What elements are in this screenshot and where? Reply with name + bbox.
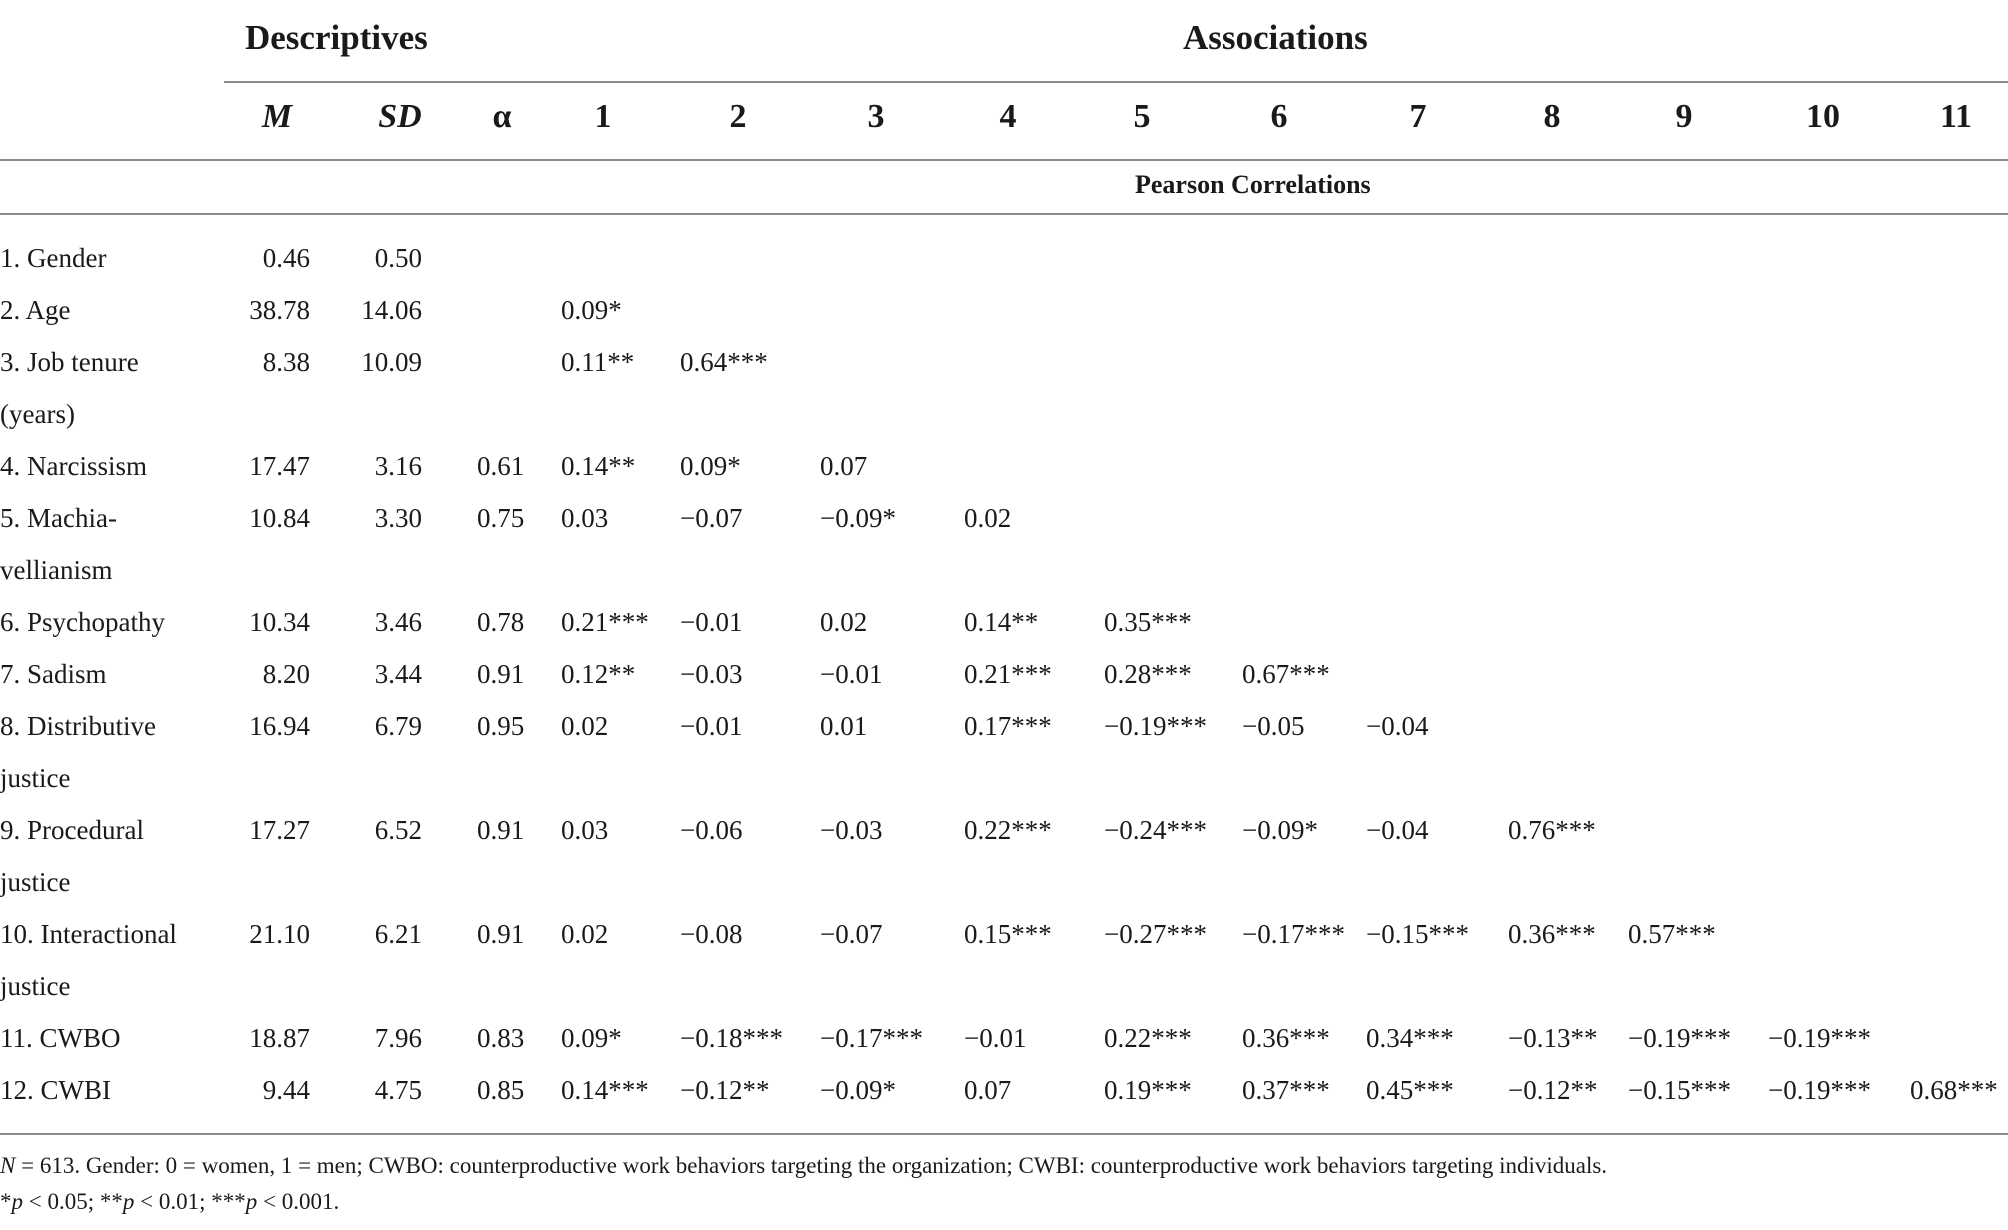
correlation-cell: 0.21*** [964,659,1052,689]
alpha-cell: 0.78 [477,607,525,637]
mean-cell: 38.78 [249,295,310,325]
correlation-cell: 0.14** [561,451,636,481]
row-label: 2. Age [0,295,71,325]
correlation-cell: −0.04 [1366,711,1429,741]
group-rule [224,81,2008,83]
mean-cell: 10.84 [249,503,310,533]
correlation-cell: 0.15*** [964,919,1052,949]
mean-cell: 8.38 [262,347,310,377]
sd-cell: 10.09 [361,347,422,377]
row-label: 11. CWBO [0,1023,121,1053]
footnote-p: p [122,1189,135,1214]
row-label: 6. Psychopathy [0,607,165,637]
footnote-p-threshold-2: < 0.01; *** [134,1189,246,1214]
sd-cell: 6.79 [374,711,422,741]
row-label: 7. Sadism [0,659,107,689]
footnote-n: N [0,1153,16,1178]
correlation-cell: −0.19*** [1628,1023,1731,1053]
correlation-cell: −0.09* [820,1075,896,1105]
correlation-cell: 0.28*** [1104,659,1192,689]
pearson-correlations-subheader: Pearson Correlations [1135,170,1371,199]
column-header-1: 1 [594,98,612,135]
sd-cell: 3.16 [374,451,422,481]
row-label: justice [0,867,71,897]
alpha-cell: 0.91 [477,919,525,949]
correlation-cell: −0.12** [1508,1075,1598,1105]
correlation-cell: 0.17*** [964,711,1052,741]
correlation-cell: 0.67*** [1242,659,1330,689]
column-header-10: 10 [1806,98,1840,135]
correlation-cell: 0.14*** [561,1075,649,1105]
correlation-cell: 0.22*** [964,815,1052,845]
correlation-cell: 0.19*** [1104,1075,1192,1105]
mean-cell: 16.94 [249,711,310,741]
row-label: 8. Distributive [0,711,156,741]
correlation-cell: −0.06 [680,815,743,845]
correlation-cell: 0.07 [820,451,868,481]
correlation-cell: 0.37*** [1242,1075,1330,1105]
row-label: 12. CWBI [0,1075,111,1105]
row-label: justice [0,971,71,1001]
correlation-cell: −0.19*** [1768,1075,1871,1105]
alpha-cell: 0.95 [477,711,525,741]
alpha-cell: 0.61 [477,451,525,481]
correlation-cell: 0.14** [964,607,1039,637]
row-label: 5. Machia- [0,503,117,533]
correlation-cell: −0.01 [680,711,743,741]
mean-cell: 17.27 [249,815,310,845]
correlation-cell: −0.03 [820,815,883,845]
column-header-11: 11 [1939,98,1973,135]
sd-cell: 4.75 [374,1075,422,1105]
correlation-cell: −0.01 [820,659,883,689]
row-label: 3. Job tenure [0,347,139,377]
correlation-cell: 0.03 [561,503,609,533]
mean-cell: 21.10 [249,919,310,949]
column-header-alpha: α [492,98,512,135]
correlation-cell: −0.19*** [1768,1023,1871,1053]
correlation-cell: 0.22*** [1104,1023,1192,1053]
sd-cell: 14.06 [361,295,422,325]
correlation-cell: 0.57*** [1628,919,1716,949]
correlation-cell: 0.36*** [1242,1023,1330,1053]
correlation-cell: −0.01 [964,1023,1027,1053]
correlation-cell: −0.09* [820,503,896,533]
footnote-definitions: = 613. Gender: 0 = women, 1 = men; CWBO: counterproductive work behaviors targeting the organization; CWBI: counterproductive work behaviors targeting individuals. [15,1153,1608,1178]
alpha-cell: 0.85 [477,1075,525,1105]
column-header-m: M [261,98,293,135]
correlation-cell: 0.21*** [561,607,649,637]
correlation-cell: −0.17*** [820,1023,923,1053]
row-label: justice [0,763,71,793]
sd-cell: 6.21 [374,919,422,949]
correlation-cell: −0.07 [680,503,743,533]
alpha-cell: 0.83 [477,1023,525,1053]
row-label: vellianism [0,555,113,585]
alpha-cell: 0.75 [477,503,525,533]
associations-heading: Associations [1183,18,1368,57]
correlation-cell: −0.15*** [1366,919,1469,949]
alpha-cell: 0.91 [477,815,525,845]
footnote-p-threshold-1: < 0.05; ** [23,1189,123,1214]
row-label: (years) [0,399,75,429]
correlation-cell: 0.11** [561,347,635,377]
column-header-rule [0,159,2008,161]
correlation-cell: −0.17*** [1242,919,1345,949]
correlation-cell: −0.12** [680,1075,770,1105]
sd-cell: 6.52 [374,815,422,845]
footnote-line-1 [0,1153,1607,1179]
correlation-cell: 0.02 [561,711,609,741]
column-header-5: 5 [1133,98,1151,135]
descriptives-heading: Descriptives [245,18,428,57]
row-label: 4. Narcissism [0,451,147,481]
correlation-cell: 0.12** [561,659,636,689]
column-header-4: 4 [999,98,1017,135]
row-label: 9. Procedural [0,815,144,845]
correlation-cell: −0.13** [1508,1023,1598,1053]
correlation-cell: −0.24*** [1104,815,1207,845]
correlation-cell: 0.02 [964,503,1012,533]
correlation-cell: 0.45*** [1366,1075,1454,1105]
column-header-2: 2 [729,98,747,135]
mean-cell: 9.44 [262,1075,310,1105]
correlation-cell: −0.19*** [1104,711,1207,741]
table-bottom-rule [0,1133,2008,1135]
column-header-8: 8 [1543,98,1561,135]
correlation-cell: 0.02 [561,919,609,949]
sd-cell: 3.46 [374,607,422,637]
sd-cell: 7.96 [374,1023,422,1053]
correlation-cell: −0.18*** [680,1023,783,1053]
correlation-cell: −0.05 [1242,711,1305,741]
sd-cell: 0.50 [374,243,422,273]
correlation-cell: 0.64*** [680,347,768,377]
correlation-cell: 0.76*** [1508,815,1596,845]
correlation-cell: 0.07 [964,1075,1012,1105]
column-header-6: 6 [1270,98,1288,135]
column-header-9: 9 [1675,98,1693,135]
correlation-cell: 0.03 [561,815,609,845]
column-header-sd: SD [378,98,422,135]
correlation-cell: −0.15*** [1628,1075,1731,1105]
column-header-3: 3 [867,98,885,135]
correlation-cell: −0.01 [680,607,743,637]
subheader-rule [0,213,2008,215]
correlation-cell: −0.03 [680,659,743,689]
correlation-cell: 0.02 [820,607,868,637]
correlation-cell: −0.27*** [1104,919,1207,949]
correlation-cell: −0.08 [680,919,743,949]
sd-cell: 3.44 [374,659,422,689]
mean-cell: 17.47 [249,451,310,481]
mean-cell: 18.87 [249,1023,310,1053]
correlation-cell: 0.34*** [1366,1023,1454,1053]
correlation-cell: 0.35*** [1104,607,1192,637]
correlation-cell: 0.09* [561,1023,622,1053]
correlation-cell: 0.09* [561,295,622,325]
correlation-cell: −0.04 [1366,815,1429,845]
mean-cell: 0.46 [262,243,310,273]
row-label: 1. Gender [0,243,107,273]
column-header-7: 7 [1409,98,1427,135]
correlation-cell: 0.68*** [1910,1075,1998,1105]
correlation-cell: −0.07 [820,919,883,949]
correlation-cell: 0.01 [820,711,868,741]
footnote-p: p [11,1189,23,1214]
alpha-cell: 0.91 [477,659,525,689]
footnote-p: p [245,1189,258,1214]
footnote-p-threshold-3: < 0.001. [257,1189,340,1214]
footnote-star: * [0,1189,12,1214]
correlation-cell: 0.09* [680,451,741,481]
sd-cell: 3.30 [374,503,422,533]
mean-cell: 8.20 [262,659,310,689]
footnote-line-2 [0,1189,339,1215]
mean-cell: 10.34 [249,607,310,637]
row-label: 10. Interactional [0,919,177,949]
correlation-cell: −0.09* [1242,815,1318,845]
correlation-cell: 0.36*** [1508,919,1596,949]
